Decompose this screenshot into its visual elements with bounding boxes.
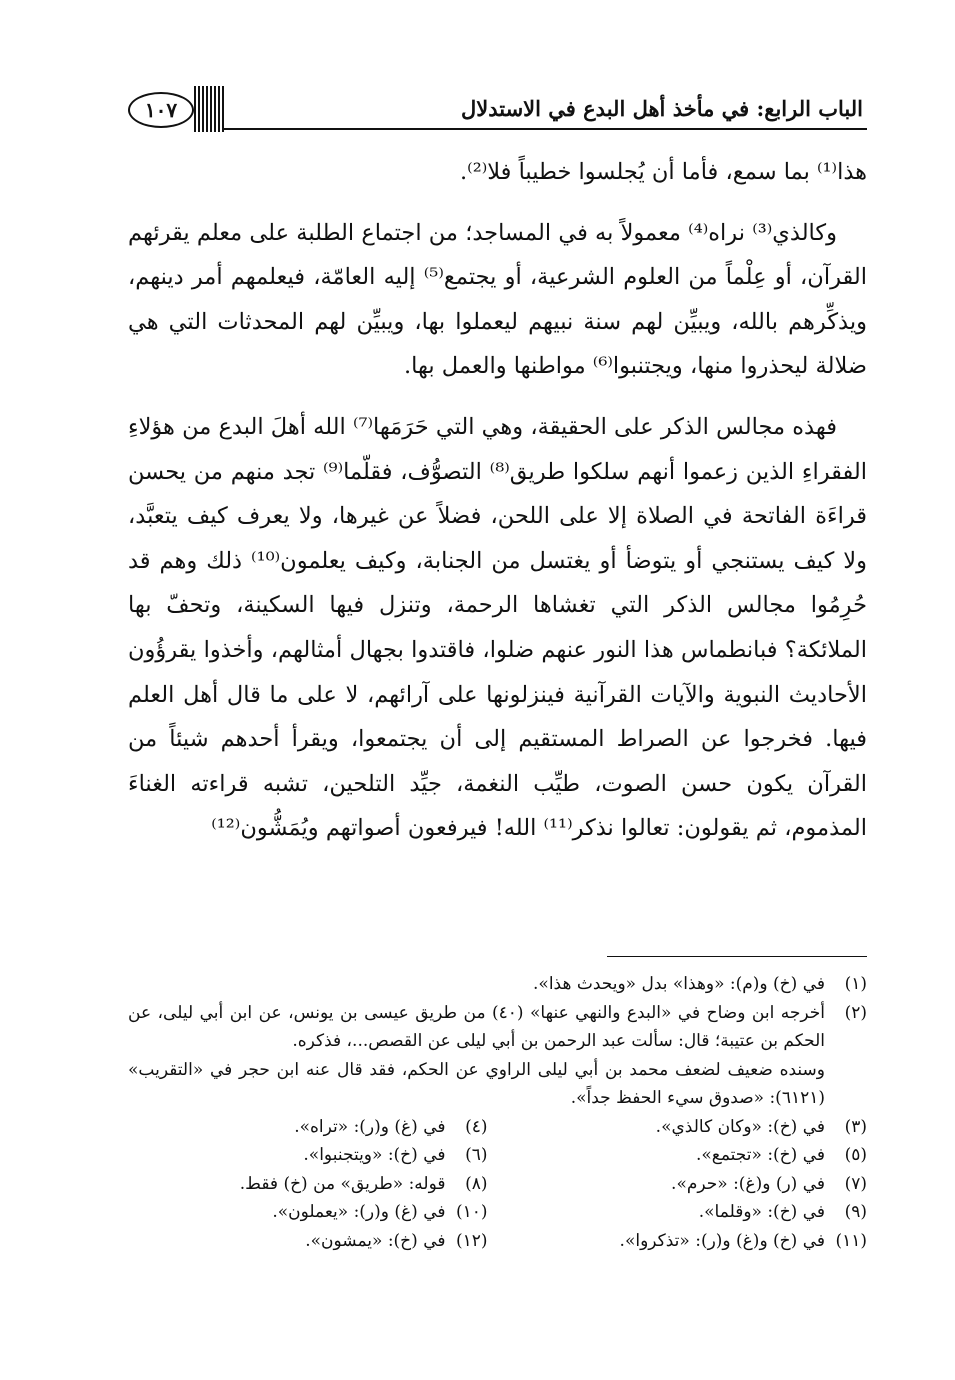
footnote-number: (٦) xyxy=(465,1145,488,1165)
footnote-12 xyxy=(128,1227,488,1256)
footnote-separator xyxy=(607,956,867,957)
footnote-text: في (خ) و(غ) و(ر): «تذكروا». xyxy=(619,1230,825,1251)
paragraph-1: هذا⁽¹⁾ بما سمع، فأما أن يُجلسوا خطيباً فلا⁽²⁾. xyxy=(460,159,867,185)
ornament-bars xyxy=(194,86,224,132)
footnote-number: (٢) xyxy=(844,1002,867,1023)
footnote-11 xyxy=(508,1227,868,1256)
footnote-text: في (خ): «وكان كالذي». xyxy=(655,1116,825,1137)
page-number: ١٠٧ xyxy=(128,92,194,128)
footnote-text: في (غ) و(ر): «تراه». xyxy=(294,1116,446,1137)
footnote-number: (١١) xyxy=(835,1230,867,1251)
footnote-2 xyxy=(128,999,867,1056)
footnote-text: في (ر) و(غ): «حرم». xyxy=(671,1173,825,1194)
footnote-7 xyxy=(508,1170,868,1199)
footnote-text: في (خ): «ويتجنبوا». xyxy=(303,1145,446,1165)
footnote-number: (١) xyxy=(844,974,867,994)
footnote-number: (٩) xyxy=(844,1202,867,1222)
footnote-number: (١٠) xyxy=(455,1202,488,1222)
running-header xyxy=(128,88,867,132)
header-rule xyxy=(223,128,867,130)
footnote-8 xyxy=(128,1170,488,1199)
footnote-number: (١٢) xyxy=(455,1230,488,1251)
footnote-3 xyxy=(508,1113,868,1142)
footnote-text: قوله: «طريق» من (خ) فقط. xyxy=(239,1173,446,1194)
footnote-number: (٨) xyxy=(465,1173,488,1194)
footnote-text: في (خ) و(م): «وهذا» بدل «ويحدث هذا». xyxy=(533,974,825,994)
page-number-ornament xyxy=(128,92,224,130)
footnote-1 xyxy=(128,970,867,999)
paragraph-2: وكالذي⁽³⁾ نراه⁽⁴⁾ معمولاً به في المساجد؛ من اجتماع الطلبة على معلم يقرئهم القرآن، أو عِلْماً من العلوم الشرعية، أو يجتمع⁽⁵⁾ إليه العامّة، فيعلمهم أمر دينهم، ويذكِّرهم بالله، ويبيِّن لهم سنة نبيهم ليعملوا بها، ويبيِّن لهم المحدثات التي هي ضلالة ليحذروا منها، ويجتنبوا⁽⁶⁾ مواطنها والعمل بها. xyxy=(128,219,867,380)
footnote-text: في (غ) و(ر): «يعملون». xyxy=(272,1202,446,1222)
footnote-text: في (خ): «تجتمع». xyxy=(696,1145,825,1165)
footnote-number: (٤) xyxy=(465,1116,488,1137)
footnotes xyxy=(128,970,867,1255)
footnote-text: في (خ): «وقلما». xyxy=(698,1202,825,1222)
footnote-number: (٧) xyxy=(844,1173,867,1194)
chapter-title: الباب الرابع: في مأخذ أهل البدع في الاستدلال xyxy=(460,96,863,121)
footnote-grid xyxy=(128,1113,867,1256)
footnote-6 xyxy=(128,1141,488,1170)
main-text xyxy=(128,150,867,851)
footnote-text: أخرجه ابن وضاح في «البدع والنهي عنها» (٤٠) من طريق عيسى بن يونس، عن ابن أبي ليلى، عن الحكم بن عتيبة؛ قال: سألت عبد الرحمن بن أبي ليلى عن القصص...، فذكره. xyxy=(128,1002,825,1051)
footnote-10 xyxy=(128,1198,488,1227)
footnote-number: (٥) xyxy=(844,1145,867,1165)
footnote-4 xyxy=(128,1113,488,1142)
footnote-number: (٣) xyxy=(844,1116,867,1137)
footnote-text: في (خ): «يمشون». xyxy=(305,1230,446,1251)
paragraph-3: فهذه مجالس الذكر على الحقيقة، وهي التي حَرَمَها⁽⁷⁾ الله أهلَ البدع من هؤلاءِ الفقراءِ الذين زعموا أنهم سلكوا طريق⁽⁸⁾ التصوُّف، فقلّما⁽⁹⁾ تجد منهم من يحسن قراءَة الفاتحة في الصلاة إلا على اللحن، فضلاً عن غيرها، ولا يعرف كيف يتعبَّد، ولا كيف يستنجي أو يتوضأ أو يغتسل من الجنابة، وكيف يعلمون⁽¹⁰⁾ ذلك وهم قد حُرِمُوا مجالس الذكر التي تغشاها الرحمة، وتنزل فيها السكينة، وتحفّ بها الملائكة؟ فبانطماس هذا النور عنهم ضلوا، فاقتدوا بجهال أمثالهم، وأخذوا يقرؤُون الأحاديث النبوية والآيات القرآنية فينزلونها على آرائهم، لا على ما قال أهل العلم فيها. فخرجوا عن الصراط المستقيم إلى أن يجتمعوا، ويقرأ أحدهم شيئاً من القرآن يكون حسن الصوت، طيِّب النغمة، جيِّد التلحين، تشبه قراءته الغناءَ المذموم، ثم يقولون: تعالوا نذكر⁽¹¹⁾ الله! فيرفعون أصواتهم ويُمَشُّون⁽¹²⁾ xyxy=(128,413,867,842)
footnote-2-continuation: وسنده ضعيف لضعف محمد بن أبي ليلى الراوي عن الحكم، فقد قال عنه ابن حجر في «التقريب» (٦١٢١): «صدوق سيء الحفظ جداً». xyxy=(128,1059,825,1108)
footnote-9 xyxy=(508,1198,868,1227)
footnote-5 xyxy=(508,1141,868,1170)
